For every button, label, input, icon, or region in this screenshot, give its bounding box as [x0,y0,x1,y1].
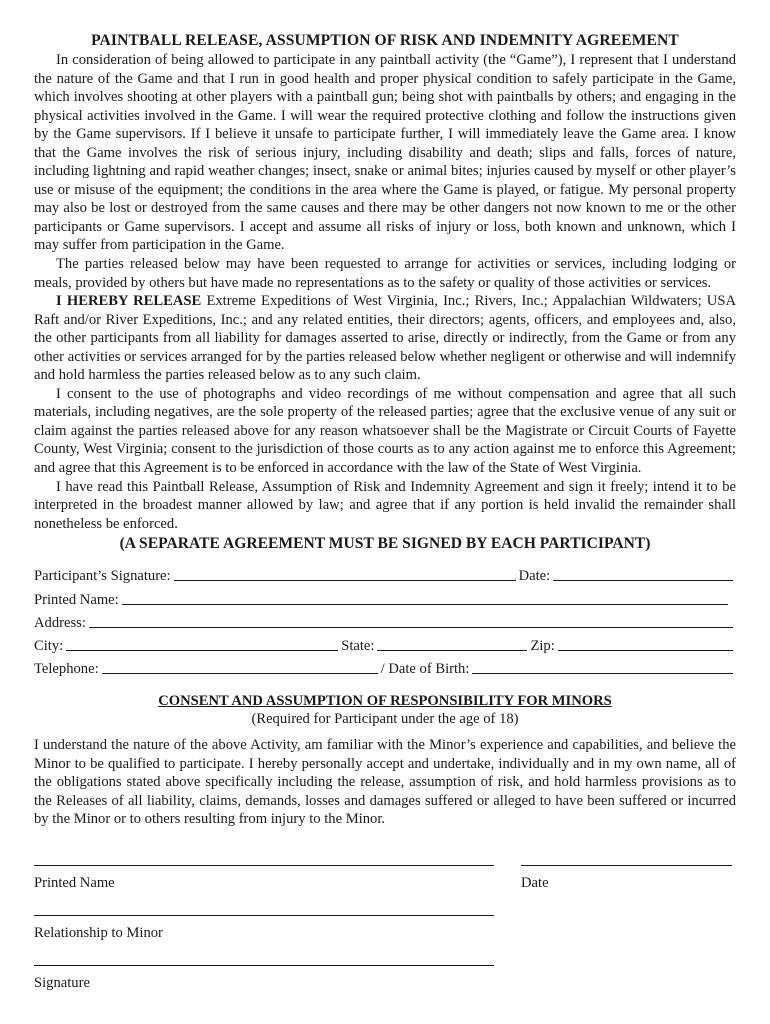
guardian-date-block [521,865,732,892]
guardian-printed-name-field[interactable] [34,865,494,866]
participant-form [34,562,736,678]
relationship-label: Relationship to Minor [34,925,163,941]
date-field[interactable] [553,580,733,581]
printed-name-field[interactable] [122,604,728,605]
city-label: City: [34,637,64,654]
minors-consent-text: I understand the nature of the above Activity, am familiar with the Minor’s experience and capabilities, and believe the Minor to be qualified to participate. I hereby personally accept and undertake, individually and in my own name, all of the obligations stated above specifically including the release, assumption of risk, and hold harmless provisions as to the Releases of all liability, claims, demands, losses and damages suffered or alleged to have been suffered or incurred by the Minor or to others resulting from injury to the Minor. [34,737,736,828]
paragraph-parties-released: The parties released below may have been requested to arrange for activities or services, including lodging or meals, provided by others but have made no representations as to the safety or quality of those activities or services. [34,256,736,291]
paragraph-consideration: In consideration of being allowed to participate in any paintball activity (the “Game”), I represent that I understand the nature of the Game and that I run in good health and proper physical condition to safely participate in the Game, which involves shooting at other players with a paintball gun; being shot with paintballs by others; and engaging in the physical activities involved in the Game. I will wear the required protective clothing and follow the instructions given by the Game supervisors. If I believe it unsafe to participate further, I will immediately leave the Game area. I know that the Game involves the risk of serious injury, including disability and death; slips and falls, forces of nature, including lightning and rapid weather changes; insect, snake or animal bites; injuries caused by myself or other player’s use or misuse of the equipment; the conditions in the area where the Game is played, or fatigue. My personal property may also be lost or destroyed from the same causes and there may be other dangers not now known to me or the other participants or Game supervisors. I accept and assume all risks of injury or loss, both known and unknown, which I may suffer from participation in the Game. [34,52,736,254]
minors-subheading: (Required for Participant under the age of 18) [251,711,519,728]
address-row [34,609,736,632]
document-title: PAINTBALL RELEASE, ASSUMPTION OF RISK AND INDEMNITY AGREEMENT [91,32,679,49]
signature-row [34,562,736,585]
state-label: State: [341,637,375,654]
printed-name-row [34,585,736,608]
guardian-signature-field[interactable] [34,965,494,966]
separate-agreement-notice: (A SEPARATE AGREEMENT MUST BE SIGNED BY EACH PARTICIPANT) [119,535,651,553]
paragraph-acknowledgement: I have read this Paintball Release, Assumption of Risk and Indemnity Agreement and sign it freely; intend it to be interpreted in the broadest manner allowed by law; and agree that if any portion is held invalid the remainder shall nonetheless be enforced. [34,478,736,532]
guardian-signature-block [34,965,494,992]
zip-label: Zip: [530,637,555,654]
relationship-field[interactable] [34,915,494,916]
release-form-page [34,32,736,829]
telephone-label: Telephone: [34,661,99,678]
address-field[interactable] [89,627,733,628]
telephone-field[interactable] [102,673,378,674]
telephone-row [34,655,736,678]
address-label: Address: [34,614,86,631]
paragraph-release [34,292,736,385]
guardian-signature-label: Signature [34,975,90,991]
signature-field[interactable] [174,580,516,581]
date-label: Date: [518,568,551,585]
city-field[interactable] [66,650,338,651]
printed-name-label: Printed Name: [34,591,119,608]
release-text: Extreme Expeditions of West Virginia, Inc.; Rivers, Inc.; Appalachian Wildwaters; USA Raft and/or River Expeditions, Inc.; and any related entities, their directors; agents, officers, and employees and, also, the other participants from all liability for damages asserted to arise, directly or indirectly, from the Game or from any other activities or services arranged for by the parties released below whether negligent or otherwise and will indemnify and hold harmless the parties released below as to any such claim. [34,293,737,384]
paragraph-consent-media: I consent to the use of photographs and video recordings of me without compensation and agree that all such materials, including negatives, are the sole property of the released parties; agree that the exclusive venue of any suit or claim against the parties released above for any reason whatsoever shall be the Magistrate or Circuit Courts of Fayette County, West Virginia; consent to the jurisdiction of those courts as to any action against me to enforce this Agreement; and agree that this Agreement is to be enforced in accordance with the law of the State of West Virginia. [34,385,736,477]
guardian-printed-name-label: Printed Name [34,875,115,891]
city-state-zip-row [34,632,736,655]
dob-field[interactable] [472,673,733,674]
zip-field[interactable] [558,650,733,651]
state-field[interactable] [377,650,527,651]
guardian-printed-name-block [34,865,494,892]
guardian-date-field[interactable] [521,865,732,866]
relationship-block [34,915,494,942]
minors-heading: CONSENT AND ASSUMPTION OF RESPONSIBILITY FOR MINORS [158,693,612,710]
agreement-body [34,51,736,533]
release-keyword: I HEREBY RELEASE [56,293,202,310]
dob-label: / Date of Birth: [380,661,470,678]
guardian-date-label: Date [521,875,549,891]
signature-label: Participant’s Signature: [34,568,171,585]
